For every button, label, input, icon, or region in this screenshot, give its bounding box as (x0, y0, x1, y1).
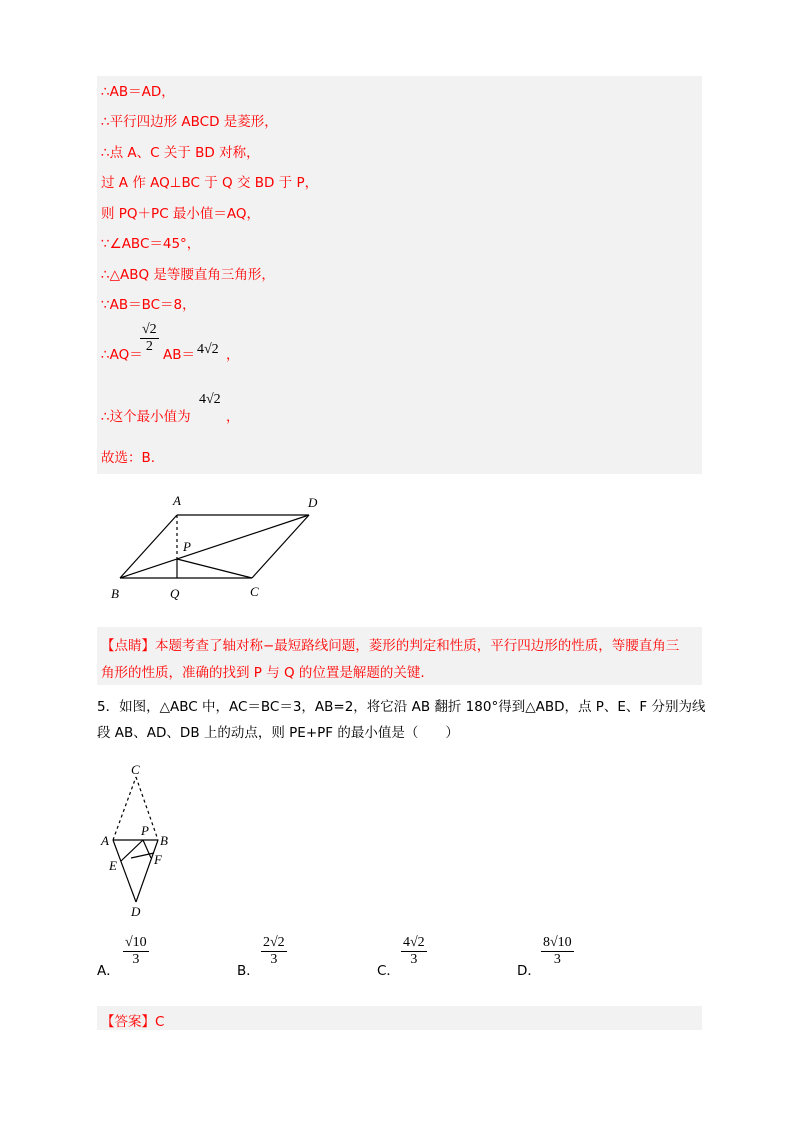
option-c-denominator: 3 (410, 952, 418, 967)
option-d-letter: D． (517, 963, 541, 979)
solution-line: ∴AB＝AD， (101, 84, 175, 100)
fig1-label-C: C (250, 584, 259, 599)
option-a-numerator: √10 (125, 935, 147, 950)
aq-fraction (140, 322, 159, 355)
solution-line: ∴△ABQ 是等腰直角三角形， (101, 267, 275, 283)
option-a-denominator: 3 (132, 952, 140, 967)
aq-value: 4√2 (197, 342, 219, 357)
answer-tag: 【答案】 (101, 1014, 155, 1030)
aq-prefix: ∴AQ＝ (101, 347, 143, 363)
aq-fraction-denominator: 2 (145, 339, 153, 354)
option-b-fraction (261, 935, 287, 968)
answer-line (101, 1010, 164, 1030)
fig2-label-P: P (141, 823, 149, 838)
option-b-denominator: 3 (270, 952, 278, 967)
fig2-label-A: A (101, 833, 109, 848)
fig1-label-P: P (183, 539, 191, 554)
choice-line: 故选：B. (101, 450, 156, 466)
min-suffix: ， (226, 409, 240, 425)
option-c-fraction (401, 935, 427, 968)
comment-line-1 (101, 634, 679, 654)
solution-line: ∵AB＝BC＝8， (101, 297, 196, 313)
aq-suffix: ， (226, 347, 240, 363)
question-line-1: 5．如图，△ABC 中，AC＝BC＝3，AB=2，将它沿 AB 翻折 180°得到△ABD，点 P、E、F 分别为线 (97, 699, 706, 715)
solution-line: 则 PQ＋PC 最小值＝AQ， (101, 206, 261, 222)
solution-line: ∴平行四边形 ABCD 是菱形， (101, 114, 278, 130)
fig2-label-D: D (131, 904, 141, 919)
solution-line: 过 A 作 AQ⊥BC 于 Q 交 BD 于 P， (101, 175, 319, 191)
fig1-label-A: A (173, 493, 181, 508)
aq-mid: AB＝ (163, 347, 195, 363)
fig1-label-D: D (308, 495, 318, 510)
option-b-letter: B． (237, 963, 260, 979)
option-d-denominator: 3 (553, 952, 561, 967)
comment-tag: 【点睛】 (101, 638, 155, 654)
fig2-label-E: E (109, 858, 117, 873)
solution-line: ∵∠ABC＝45°， (101, 236, 201, 252)
option-a-fraction (123, 935, 149, 968)
option-d-fraction (541, 935, 574, 968)
fig1-label-B: B (111, 586, 119, 601)
solution-line: ∴点 A、C 关于 BD 对称， (101, 145, 260, 161)
aq-fraction-numerator: √2 (142, 322, 157, 337)
figure-rhombus (97, 760, 187, 920)
fig1-label-Q: Q (170, 586, 180, 601)
min-value: 4√2 (199, 392, 221, 407)
fig2-label-F: F (154, 852, 162, 867)
option-a-letter: A． (97, 963, 120, 979)
min-prefix: ∴这个最小值为 (101, 409, 191, 425)
figure-parallelogram (97, 478, 335, 615)
fig2-label-B: B (160, 833, 168, 848)
option-c-numerator: 4√2 (403, 935, 425, 950)
fig2-label-C: C (131, 762, 140, 777)
comment-line-2: 角形的性质，准确的找到 P 与 Q 的位置是解题的关键. (101, 665, 425, 681)
answer-value: C (155, 1014, 165, 1030)
option-b-numerator: 2√2 (263, 935, 285, 950)
question-line-2: 段 AB、AD、DB 上的动点，则 PE+PF 的最小值是（ ） (97, 725, 459, 741)
option-c-letter: C． (377, 963, 400, 979)
comment-text-1: 本题考查了轴对称−最短路线问题，菱形的判定和性质，平行四边形的性质，等腰直角三 (155, 638, 680, 654)
option-d-numerator: 8√10 (543, 935, 572, 950)
answer-background (97, 1006, 702, 1030)
